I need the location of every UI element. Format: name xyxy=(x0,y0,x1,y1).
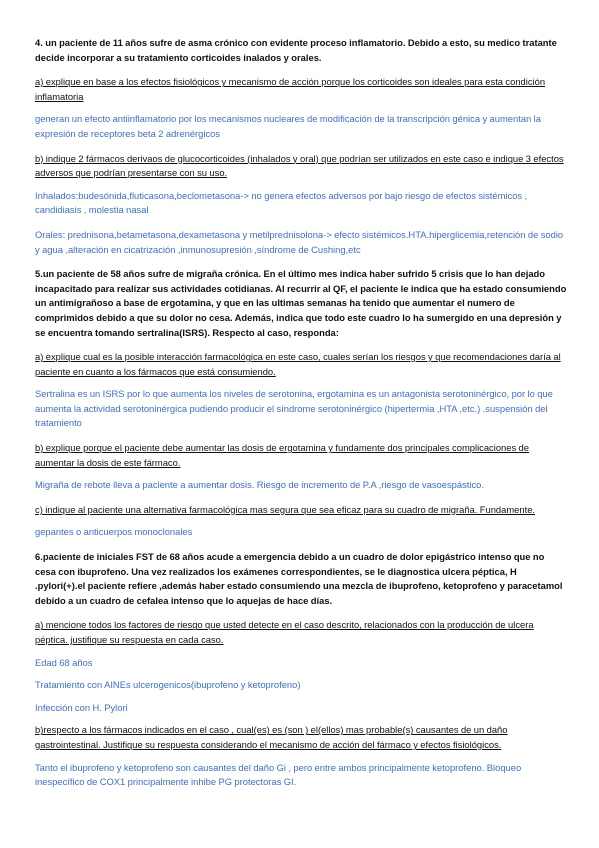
question-5b-answer: Migraña de rebote lleva a paciente a aumentar dosis. Riesgo de incremento de P.A ,riesgo de vasoespástico. xyxy=(35,479,484,491)
question-4a-answer: generan un efecto antiinflamatorio por los mecanismos nucleares de modificación de la transcripción génica y aumentan la expresión de receptores beta 2 adrenérgicos xyxy=(35,113,541,139)
question-6-title: 6.paciente de iniciales FST de 68 años acude a emergencia debido a un cuadro de dolor epigástrico intenso que no cesa con ibuprofeno. Una vez realizados los exámenes correspondientes, se le diagnostica ulcera péptica, H .pylori(+).el paciente refiere ,además haber estado consumiendo una mezcla de ibuprofeno, ketoprofeno y paracetamol debido a un cuadro de cefalea intenso que lo aquejas de hace días. xyxy=(35,551,563,606)
question-6a-answer-nsaids: Tratamiento con AINEs ulcerogenicos(ibuprofeno y ketoprofeno) xyxy=(35,679,301,691)
question-5a-prompt: a) explique cual es la posible interacción farmacológica en este caso, cuales serían los riesgos y que recomendaciones daría al paciente en cuanto a los fármacos que está consumiendo. xyxy=(35,351,561,377)
question-4-title: 4. un paciente de 11 años sufre de asma crónico con evidente proceso inflamatorio. Debido a esto, su medico tratante decide incorporar a su tratamiento corticoides inalados y orales. xyxy=(35,37,557,63)
question-6a-answer-age: Edad 68 años xyxy=(35,656,93,668)
document-page xyxy=(35,36,567,790)
question-4b-answer-oral: Orales: prednisona,betametasona,dexametasona y metilprednisolona-> efecto sistémicos.HTA.hiperglicemia,retención de sodio y agua ,alteración en cicatrización ,inmunosupresión ,síndrome de Cushing,etc xyxy=(35,228,564,255)
question-6b-answer: Tanto el ibuprofeno y ketoprofeno son causantes del daño Gi , pero entre ambos principalmente ketoprofeno. Bloqueo inespecífico de COX1 principalmente inhibe PG protectoras GI. xyxy=(35,761,522,788)
question-6a-prompt: a) mencione todos los factores de riesgo que usted detecte en el caso descrito, relacionados con la producción de ulcera péptica. justifique su respuesta en cada caso. xyxy=(35,619,534,645)
question-4b-answer-inhaled: Inhalados:budesónida,fluticasona,beclometasona-> no genera efectos adversos por bajo riesgo de efectos sistémicos , candidiasis , molestia nasal xyxy=(35,189,528,216)
question-4b-prompt: b) indique 2 fármacos derivaos de glucocorticoides (inhalados y oral) que podrían ser utilizados en este caso e indique 3 efectos adversos que podrían presentarse con su uso. xyxy=(35,152,564,179)
question-5c-answer: gepantes o anticuerpos monoclonales xyxy=(35,526,193,538)
question-5c-prompt: c) indique al paciente una alternativa farmacológica mas segura que sea eficaz para su cuadro de migraña. Fundamente. xyxy=(35,503,536,515)
question-5a-answer: Sertralina es un ISRS por lo que aumenta los niveles de serotonina, ergotamina es un antagonista serotoninérgico, por lo que aumenta la actividad serotoninérgica pudiendo producir el síndrome serotoninérgico (hipertermia ,HTA ,etc.) .suspensión del tratamiento xyxy=(35,388,553,429)
question-5b-prompt: b) explique porque el paciente debe aumentar las dosis de ergotamina y fundamente dos principales complicaciones de aumentar la dosis de este fármaco. xyxy=(35,442,529,468)
question-6b-prompt: b)respecto a los fármacos indicados en el caso , cual(es) es (son ) el(ellos) mas probable(s) causantes de un daño gastrointestinal. Justifique su respuesta considerando el mecanismo de acción del fármaco y efectos fisiológicos. xyxy=(35,724,508,750)
question-5-title: 5.un paciente de 58 años sufre de migraña crónica. En el último mes indica haber sufrido 5 crisis que lo han dejado incapacitado para realizar sus actividades cotidianas. Al recurrir al QF, el paciente le indica que ha estado consumiendo un antimigrañoso a base de ergotamina, y que en las ultimas semanas ha tenido que aumentar el numero de comprimidos debido a que su dolor no cesa. Además, indica que todo este cuadro lo ha sumergido en una depresión y se encuentra tomando sertralina(ISRS). Respecto al caso, responda: xyxy=(35,268,567,338)
question-6a-answer-hpylori: Infección con H. Pylori xyxy=(35,701,128,713)
question-4a-prompt: a) explique en base a los efectos fisiológicos y mecanismo de acción porque los corticoides son ideales para esta condición inflamatoria xyxy=(35,76,546,102)
